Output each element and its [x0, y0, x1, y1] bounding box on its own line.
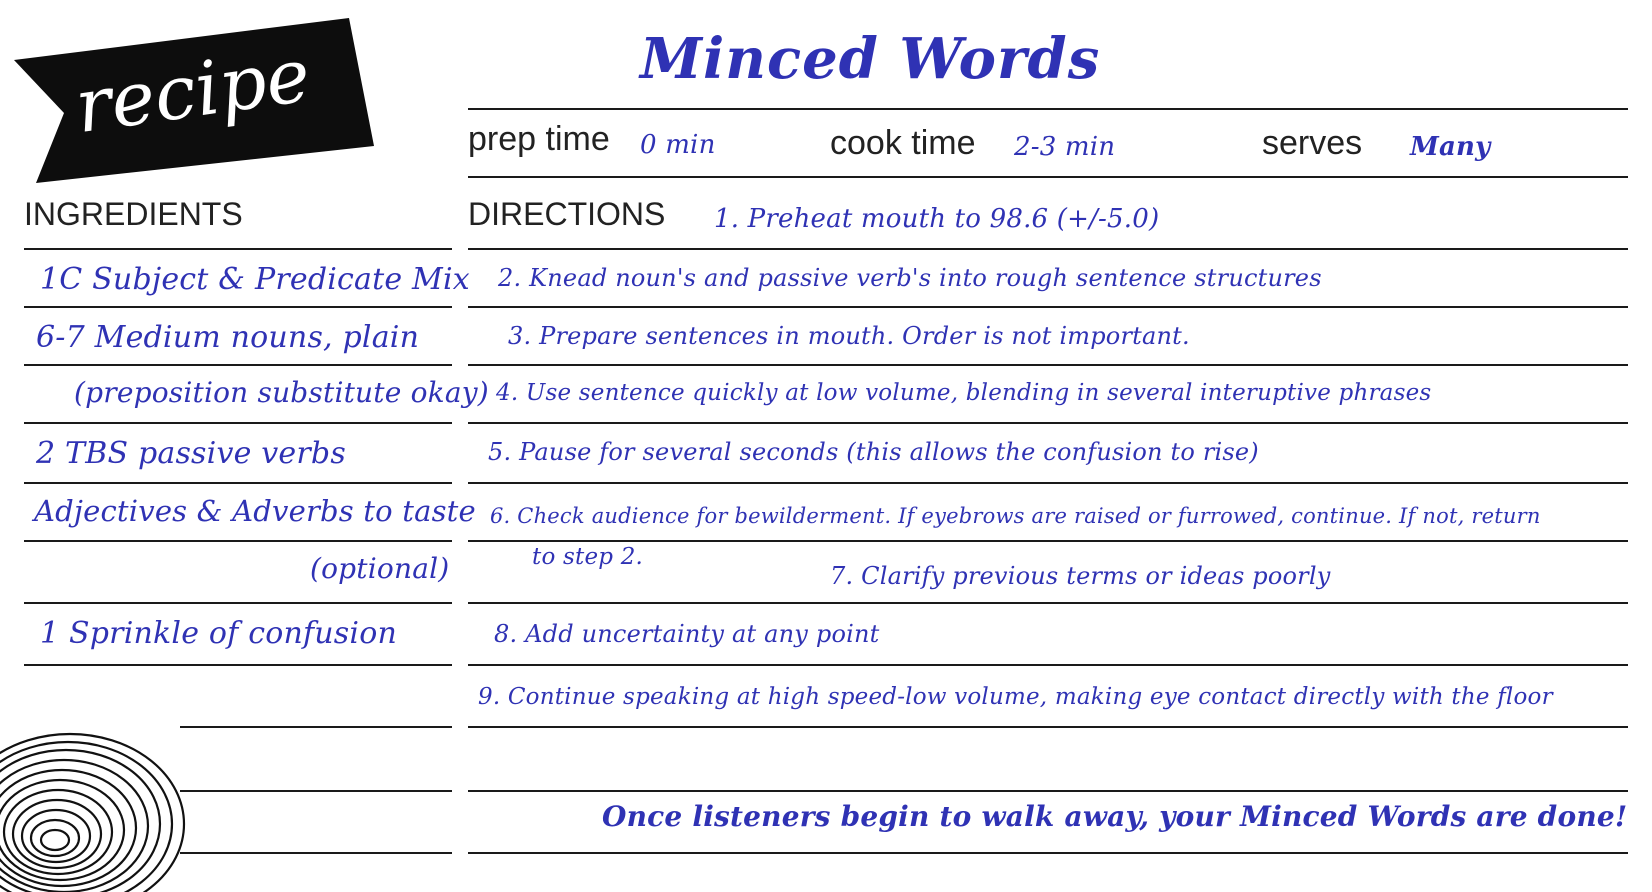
serves-label: serves	[1262, 124, 1363, 162]
direction-2: 2. Knead noun's and passive verb's into rough sentence structures	[498, 264, 1322, 292]
direction-1: 1. Preheat mouth to 98.6 (+/-5.0)	[714, 204, 1160, 234]
direction-3: 3. Prepare sentences in mouth. Order is not important.	[508, 322, 1190, 350]
ingredient-5: 1 Sprinkle of confusion	[40, 616, 397, 651]
ingredient-4-note: (optional)	[310, 552, 450, 585]
prep-time-value: 0 min	[640, 130, 716, 160]
recipe-banner-label: recipe	[70, 32, 316, 151]
ingredients-heading: INGREDIENTS	[24, 196, 243, 232]
cook-time-label: cook time	[830, 124, 976, 162]
recipe-title: Minced Words	[640, 26, 1101, 92]
ingredient-1: 1C Subject & Predicate Mix	[40, 262, 470, 297]
ingredient-2-note: (preposition substitute okay)	[74, 376, 489, 409]
direction-8: 8. Add uncertainty at any point	[494, 620, 880, 648]
ingredient-2: 6-7 Medium nouns, plain	[36, 320, 420, 355]
direction-7: 7. Clarify previous terms or ideas poorly	[830, 562, 1331, 590]
serves-value: Many	[1410, 132, 1491, 162]
recipe-banner	[14, 18, 384, 183]
direction-5: 5. Pause for several seconds (this allows the confusion to rise)	[488, 438, 1259, 466]
ingredient-4: Adjectives & Adverbs to taste	[34, 494, 476, 528]
directions-heading: DIRECTIONS	[468, 196, 666, 232]
direction-6: 6. Check audience for bewilderment. If eyebrows are raised or furrowed, continue. If not, return	[490, 504, 1541, 528]
cook-time-value: 2-3 min	[1014, 132, 1116, 162]
direction-4: 4. Use sentence quickly at low volume, blending in several interuptive phrases	[496, 380, 1432, 406]
direction-6-continued: to step 2.	[532, 544, 644, 570]
prep-time-label: prep time	[468, 120, 610, 158]
closing-line: Once listeners begin to walk away, your Minced Words are done!	[602, 800, 1628, 833]
ingredient-3: 2 TBS passive verbs	[36, 436, 346, 471]
direction-9: 9. Continue speaking at high speed-low volume, making eye contact directly with the floor	[478, 684, 1553, 710]
fingerprint-icon	[0, 720, 190, 892]
